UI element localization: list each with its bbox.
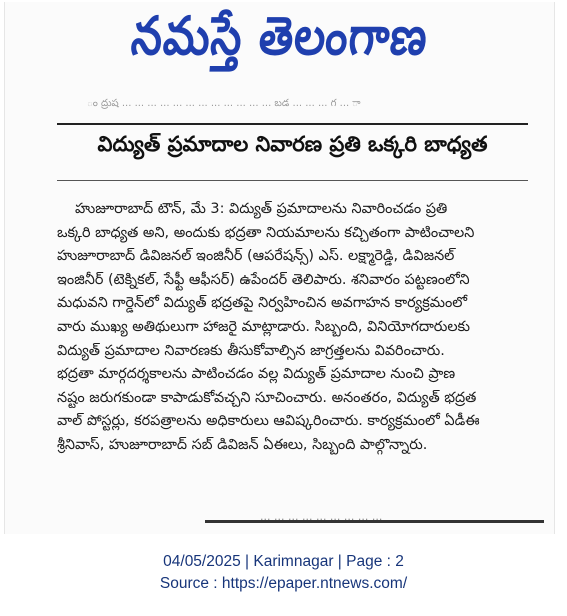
article-line: నష్టం జరుగకుండా కాపాడుకోవచ్చని సూచించారు. అనంతరం, విద్యుత్ భద్రత xyxy=(57,389,477,406)
headline-top-rule xyxy=(57,123,528,125)
article-line: వాల్ పోస్టర్లు, కరపత్రాలను అధికారులు ఆవిష్కరించారు. కార్యక్రమంలో ఏడీఈ xyxy=(57,413,480,430)
masthead-logo: నమస్తే తెలంగాణ xyxy=(129,5,431,67)
masthead xyxy=(5,2,554,84)
footer-date-line: 04/05/2025 | Karimnagar | Page : 2 xyxy=(163,553,404,570)
article-headline: విద్యుత్ ప్రమాదాల నివారణ ప్రతి ఒక్కరి బాధ్యత xyxy=(97,132,488,156)
newspaper-clipping xyxy=(4,2,555,534)
headline-bottom-rule xyxy=(57,180,528,181)
article-line: హుజూరాబాద్ టౌన్, మే 3: విద్యుత్ ప్రమాదాలను నివారించడం ప్రతి xyxy=(75,201,448,217)
article-line: మధువని గార్డెన్‌లో విద్యుత్ భద్రతపై నిర్వహించిన అవగాహన కార్యక్రమంలో xyxy=(57,295,468,312)
footer-source-line: Source : https://epaper.ntnews.com/ xyxy=(159,575,408,592)
article-line: భద్రతా మార్గదర్శకాలను పాటించడం వల్ల విద్యుత్ ప్రమాదాల నుంచి ప్రాణ xyxy=(57,366,456,383)
article-line: వారు ముఖ్య అతిథులుగా హాజరై మాట్లాడారు. సిబ్బంది, వినియోగదారులకు xyxy=(57,318,471,335)
cut-off-text-line: ం ద్రుష ... ... ... ... ... ... ... ... ... ... ... ... బడ ... ... ... గ ... ా xyxy=(87,98,361,109)
next-article-rule xyxy=(205,520,544,523)
article-line: ఇంజినీర్ (టెక్నికల్, సేఫ్టీ ఆఫీసర్) ఉపేందర్ తెలిపారు. శనివారం పట్టణంలోని xyxy=(57,271,470,288)
article-body xyxy=(57,198,532,458)
article-line: శ్రీనివాస్, హుజూరాబాద్ సబ్ డివిజన్ ఏఈలు, సిబ్బంది పాల్గొన్నారు. xyxy=(57,436,428,453)
article-line: హుజూరాబాద్ డివిజనల్ ఇంజినీర్ (ఆపరేషన్స్) ఎస్. లక్ష్మారెడ్డి, డివిజనల్ xyxy=(57,248,455,265)
article-line: ఒక్కరి బాధ్యత అని, అందుకు భద్రతా నియమాలను కచ్చితంగా పాటించాలని xyxy=(57,224,475,241)
next-article-cut-text: ... ... ... ... ... ... ... ... ... xyxy=(260,510,383,523)
article-line: విద్యుత్ ప్రమాదాల నివారణకు తీసుకోవాల్సిన జాగ్రత్తలను వివరించారు. xyxy=(57,342,445,359)
